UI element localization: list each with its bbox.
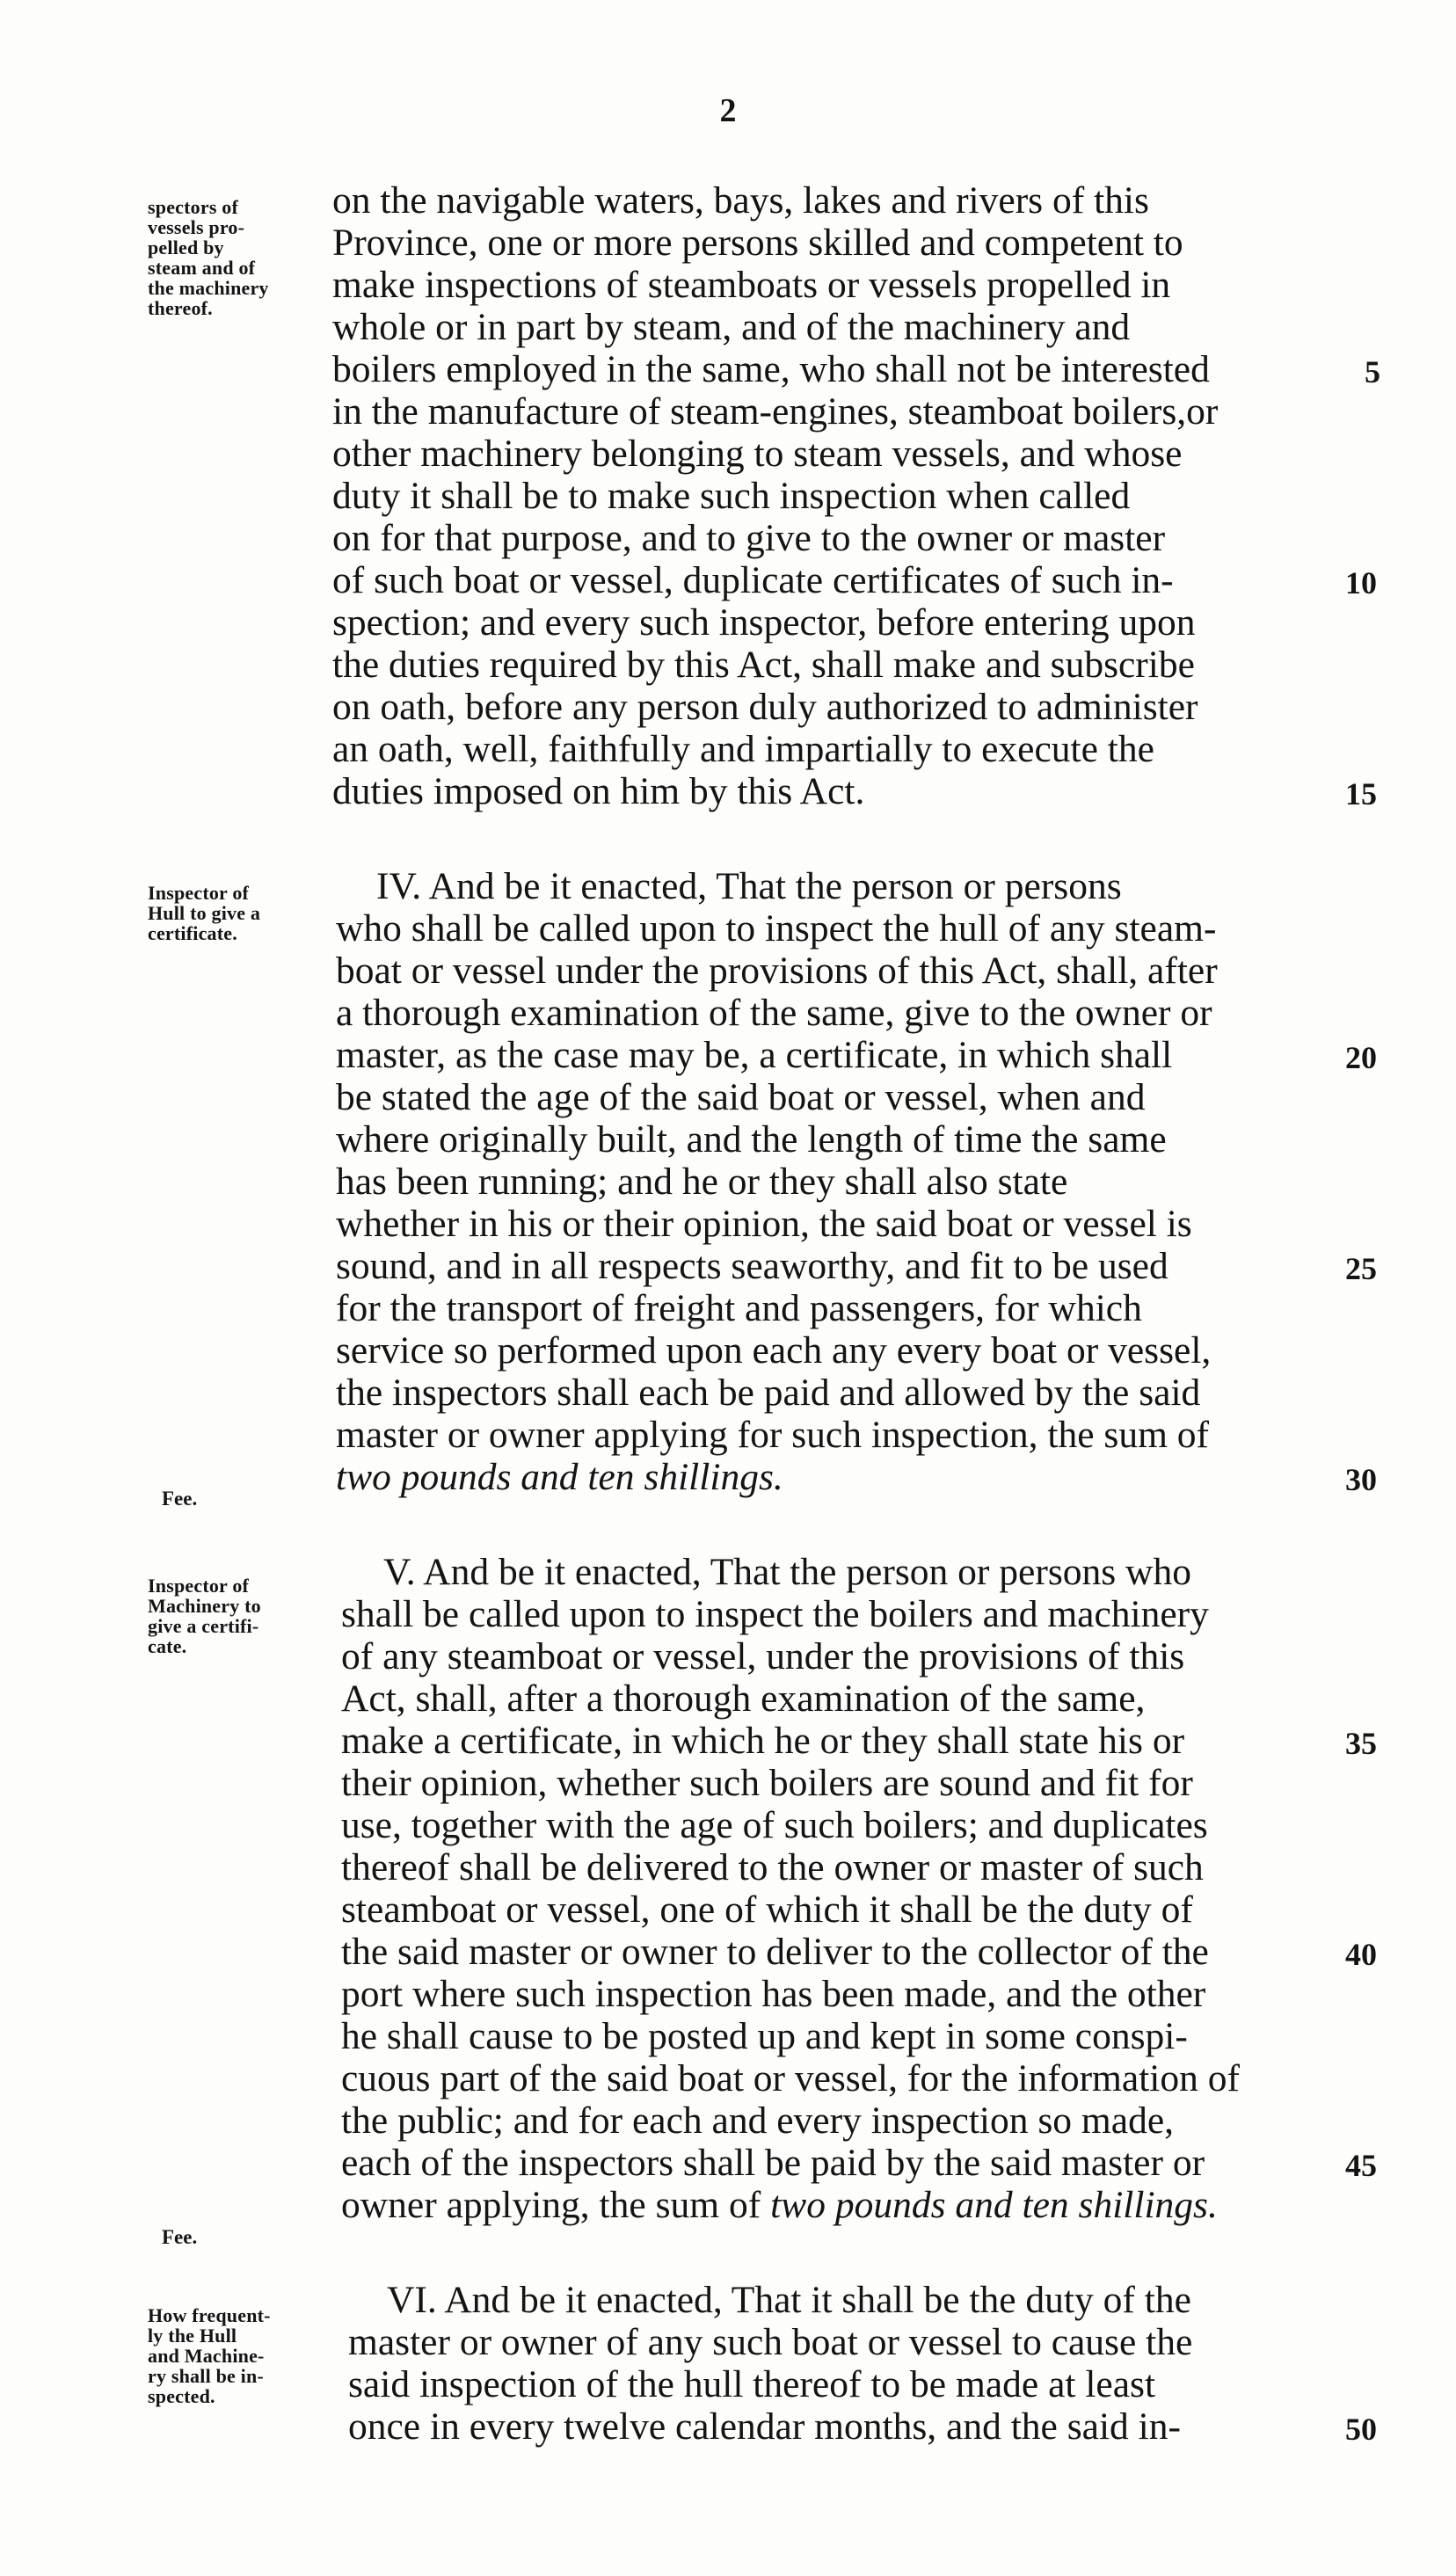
text-line: boilers employed in the same, who shall not be interested	[332, 348, 1210, 390]
text-line: where originally built, and the length of time the same	[336, 1118, 1167, 1161]
text-line: the public; and for each and every inspection so made,	[341, 2099, 1174, 2142]
fee-amount-2: two pounds and ten shillings.	[770, 2184, 1218, 2226]
text-line: use, together with the age of such boilers; and duplicates	[341, 1804, 1208, 1846]
text-line-italic	[336, 1456, 783, 1498]
line-number: 5	[1365, 354, 1380, 389]
text-line: boat or vessel under the provisions of this Act, shall, after	[336, 950, 1218, 992]
text-line: duties imposed on him by this Act.	[332, 770, 865, 812]
text-line: on for that purpose, and to give to the owner or master	[332, 517, 1166, 559]
text-line: port where such inspection has been made, and the other	[341, 1973, 1206, 2015]
text-line: the inspectors shall each be paid and allowed by the said	[336, 1372, 1201, 1414]
text-line: has been running; and he or they shall also state	[336, 1161, 1068, 1203]
line-number: 35	[1345, 1726, 1377, 1761]
text-line: of such boat or vessel, duplicate certificates of such in-	[332, 559, 1174, 601]
text-line: master or owner of any such boat or vessel to cause the	[348, 2321, 1193, 2363]
line-number: 15	[1345, 776, 1377, 811]
sidenote-inspectors: spectors of vessels pro- pelled by steam and of the machinery thereof.	[148, 196, 269, 319]
text-line: shall be called upon to inspect the boilers and machinery	[341, 1593, 1209, 1635]
text-line: spection; and every such inspector, before entering upon	[332, 601, 1196, 644]
text-line: who shall be called upon to inspect the hull of any steam-	[336, 907, 1217, 950]
line-number: 30	[1345, 1462, 1377, 1497]
text-line: cuous part of the said boat or vessel, for the information of	[341, 2057, 1240, 2099]
text-line: duty it shall be to make such inspection when called	[332, 475, 1131, 517]
text-line: whether in his or their opinion, the said boat or vessel is	[336, 1203, 1192, 1245]
line-number: 20	[1345, 1040, 1377, 1075]
text-line: once in every twelve calendar months, and the said in-	[348, 2405, 1181, 2448]
text-line: the said master or owner to deliver to the collector of the	[341, 1931, 1209, 1973]
text-line: he shall cause to be posted up and kept in some conspi-	[341, 2015, 1188, 2057]
text-line: their opinion, whether such boilers are sound and fit for	[341, 1762, 1193, 1804]
text-line-start: owner applying, the sum of	[341, 2184, 771, 2226]
section-heading-vi: VI. And be it enacted, That it shall be the duty of the	[387, 2279, 1191, 2321]
text-line: an oath, well, faithfully and impartially to execute the	[332, 728, 1154, 770]
text-line: on oath, before any person duly authorized to administer	[332, 686, 1198, 728]
line-number: 25	[1345, 1251, 1377, 1286]
text-line	[341, 2184, 1218, 2226]
text-line: service so performed upon each any every boat or vessel,	[336, 1329, 1212, 1372]
sidenote-machinery-certificate: Inspector of Machinery to give a certifi- cate.	[148, 1575, 261, 1657]
section-heading-iv: IV. And be it enacted, That the person or persons	[376, 865, 1122, 907]
text-line: Act, shall, after a thorough examination of the same,	[341, 1677, 1146, 1720]
page-number: 2	[719, 92, 737, 129]
text-line: sound, and in all respects seaworthy, and fit to be used	[336, 1245, 1168, 1287]
text-line: for the transport of freight and passengers, for which	[336, 1287, 1142, 1329]
text-line: make inspections of steamboats or vessels propelled in	[332, 264, 1171, 306]
text-line: make a certificate, in which he or they shall state his or	[341, 1720, 1185, 1762]
text-line: the duties required by this Act, shall make and subscribe	[332, 644, 1195, 686]
text-line: master, as the case may be, a certificate, in which shall	[336, 1034, 1173, 1076]
text-line: master or owner applying for such inspection, the sum of	[336, 1414, 1210, 1456]
text-line: a thorough examination of the same, give to the owner or	[336, 992, 1212, 1034]
line-number: 50	[1345, 2412, 1377, 2447]
text-line: steamboat or vessel, one of which it shall be the duty of	[341, 1888, 1193, 1931]
text-line: be stated the age of the said boat or vessel, when and	[336, 1076, 1146, 1118]
text-line: in the manufacture of steam-engines, steamboat boilers,or	[332, 390, 1219, 433]
sidenote-inspection-frequency: How frequent- ly the Hull and Machine- ry shall be in- spected.	[148, 2304, 271, 2407]
sidenote-fee-1: Fee.	[162, 1488, 198, 1510]
text-line: said inspection of the hull thereof to be made at least	[348, 2363, 1156, 2405]
section-heading-v: V. And be it enacted, That the person or persons who	[383, 1551, 1191, 1593]
text-line: other machinery belonging to steam vessels, and whose	[332, 433, 1183, 475]
text-line: on the navigable waters, bays, lakes and rivers of this	[332, 179, 1149, 222]
text-line: whole or in part by steam, and of the machinery and	[332, 306, 1131, 348]
fee-amount-1: two pounds and ten shillings.	[336, 1456, 783, 1498]
line-number: 45	[1345, 2148, 1377, 2183]
text-line: thereof shall be delivered to the owner or master of such	[341, 1846, 1204, 1888]
line-number: 40	[1345, 1937, 1377, 1972]
text-line: each of the inspectors shall be paid by the said master or	[341, 2142, 1205, 2184]
sidenote-hull-certificate: Inspector of Hull to give a certificate.	[148, 882, 261, 944]
text-line: of any steamboat or vessel, under the provisions of this	[341, 1635, 1185, 1677]
text-line: Province, one or more persons skilled and competent to	[332, 222, 1183, 264]
line-number: 10	[1345, 565, 1377, 600]
sidenote-fee-2: Fee.	[162, 2226, 198, 2248]
